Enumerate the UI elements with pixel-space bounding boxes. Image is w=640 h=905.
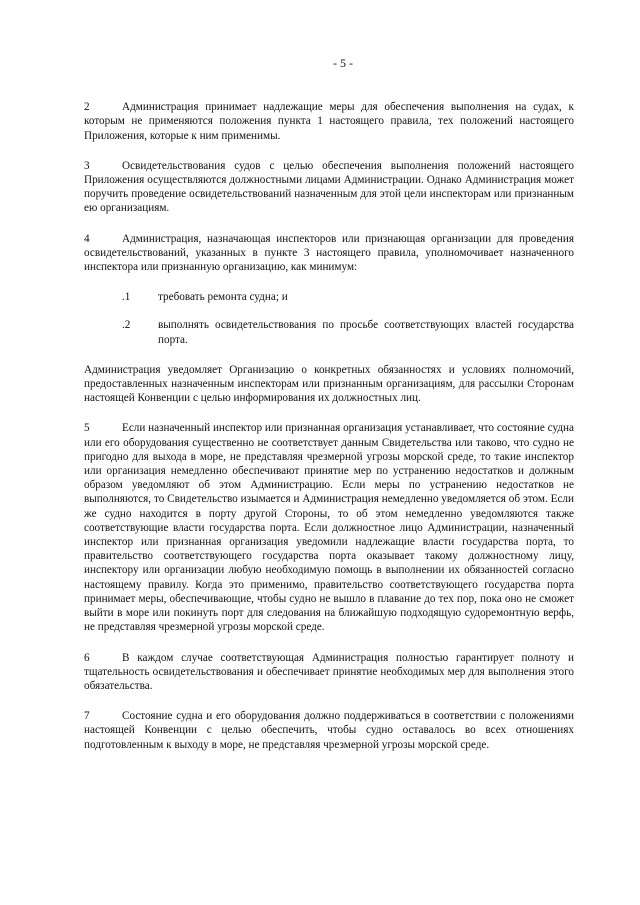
paragraph-text: Администрация, назначающая инспекторов или признающая организации для проведения освидетельствований, указанных в пункте 3 настоящего правила, уполномочивает назначенного инспектора или признанную организацию, как минимум: xyxy=(84,232,574,274)
paragraph-3 xyxy=(84,159,574,216)
notice-paragraph: Администрация уведомляет Организацию о конкретных обязанностях и условиях полномочий, предоставленных назначенным инспекторам или признанным организациям, для рассылки Сторонам настоящей Конвенции с целью информирования их должностных лиц. xyxy=(84,363,574,405)
paragraph-2 xyxy=(84,100,574,143)
paragraph-number: 4 xyxy=(84,232,90,245)
paragraph-number: 6 xyxy=(84,651,90,664)
sub-item-number: .1 xyxy=(122,291,131,304)
paragraph-text: В каждом случае соответствующая Администрация полностью гарантирует полноту и тщательность освидетельствования и обеспечивает принятие необходимых мер для выполнения этого обязательства. xyxy=(84,651,574,692)
paragraph-number: 7 xyxy=(84,710,90,723)
paragraph-6 xyxy=(84,651,574,694)
sub-item-text: требовать ремонта судна; и xyxy=(158,291,288,304)
paragraph-number: 2 xyxy=(84,101,90,114)
paragraph-number: 3 xyxy=(84,159,90,172)
paragraph-text: Если назначенный инспектор или признанная организация устанавливает, что состояние судна или его оборудования существенно не соответствует данным Свидетельства или таково, что судно не пригодно для выхода в море, не представляя чрезмерной угрозы морской среде, то такие инспектор или организация немедленно обеспечивают принятие мер по устранению недостатков и должным образом уведомляют об этом Администрацию. Если меры по устранению недостатков не выполняются, то Свидетельство изымается и Администрация немедленно уведомляется об этом. Если же судно находится в порту другой Стороны, то об этом немедленно уведомляются также соответствующие власти государства порта. Если должностное лицо Администрации, назначенный инспектор или признанная организация уведомили надлежащие власти государства порта, то правительство соответствующего государства порта оказывает такому должностному лицу, инспектору или организации любую необходимую помощь в выполнении их обязанностей согласно настоящему правилу. Когда это применимо, правительство соответствующего государства порта принимает меры, обеспечивающие, чтобы судно не вышло в плавание до тех пор, пока оно не сможет выйти в море или покинуть порт для следования на ближайшую подходящую судоремонтную верфь, не представляя чрезмерной угрозы морской среде. xyxy=(84,422,574,634)
sub-item-list xyxy=(84,290,574,347)
paragraph-4 xyxy=(84,232,574,275)
document-page xyxy=(84,56,574,768)
sub-item-2 xyxy=(122,318,574,346)
page-number: - 5 - xyxy=(333,56,353,70)
paragraph-text: Состояние судна и его оборудования должно поддерживаться в соответствии с положениями настоящей Конвенции с целью обеспечить, чтобы судно оставалось во всех отношениях подготовленным к выходу в море, не представляя чрезмерной угрозы морской среде. xyxy=(84,710,574,751)
sub-item-1 xyxy=(122,290,574,304)
paragraph-number: 5 xyxy=(84,422,90,435)
paragraph-text: Администрация принимает надлежащие меры для обеспечения выполнения на судах, к которым не применяются положения пункта 1 настоящего правила, тех положений настоящего Приложения, которые к ним применимы. xyxy=(84,101,574,142)
sub-item-text: выполнять освидетельствования по просьбе соответствующих властей государства порта. xyxy=(158,319,574,346)
sub-item-number: .2 xyxy=(122,319,131,332)
paragraph-text: Освидетельствования судов с целью обеспечения выполнения положений настоящего Приложения осуществляются должностными лицами Администрации. Однако Администрация может поручить проведение освидетельствований назначенным для этой цели инспекторам или признанным ею организациям. xyxy=(84,159,574,215)
paragraph-5 xyxy=(84,421,574,634)
paragraph-7 xyxy=(84,709,574,752)
